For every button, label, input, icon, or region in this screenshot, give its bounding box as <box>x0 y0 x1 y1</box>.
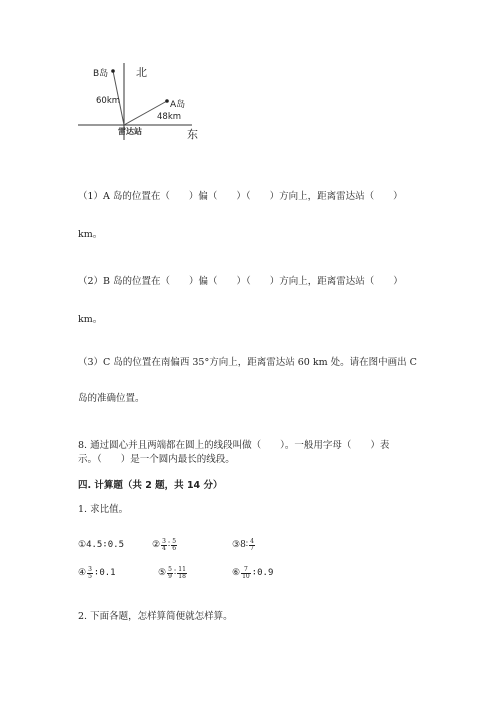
fraction-6a: $\frac{7}{10}$ <box>242 565 250 580</box>
ratio-item-5 <box>158 566 188 580</box>
ratio-text-1: 4.5∶0.5 <box>86 540 125 550</box>
calc-q2-title: 2. 下面各题，怎样算简便就怎样算。 <box>78 611 233 622</box>
ratio-mark-1: ① <box>78 540 87 550</box>
fraction-5b: $\frac{11}{18}$ <box>178 565 186 580</box>
question-c-line-1: （3）C 岛的位置在南偏西 35°方向上，距离雷达站 60 km 处。请在图中画出 C <box>78 357 417 368</box>
fraction-2a: $\frac{3}{4}$ <box>162 537 166 552</box>
question-c-line-2: 岛的准确位置。 <box>78 393 145 404</box>
fraction-4a: $\frac{3}{5}$ <box>88 565 92 580</box>
ratio-mark-2: ② <box>152 540 161 550</box>
ratio-item-4 <box>78 566 116 580</box>
question-b-unit: km。 <box>78 314 103 325</box>
north-label: 北 <box>136 66 147 79</box>
question-8-line-1: 8. 通过圆心并且两端都在圆上的线段叫做（ ）。一般用字母（ ）表 <box>78 440 390 451</box>
question-a-position: （1）A 岛的位置在（ ）偏（ ）（ ）方向上，距离雷达站（ ） <box>78 191 403 202</box>
b-distance-label: 60km <box>96 96 121 106</box>
fraction-5a: $\frac{5}{9}$ <box>168 565 172 580</box>
section-4-title: 四. 计算题（共 2 题，共 14 分） <box>78 480 223 491</box>
question-b-position: （2）B 岛的位置在（ ）偏（ ）（ ）方向上，距离雷达站（ ） <box>78 276 403 287</box>
b-island-point <box>111 69 115 73</box>
a-island-point <box>165 99 169 103</box>
fraction-3b: $\frac{4}{7}$ <box>250 537 254 552</box>
ratio-pre-3: 8∶ <box>240 540 249 550</box>
ratio-item-2 <box>152 538 178 552</box>
a-distance-label: 48km <box>157 112 182 122</box>
ratio-item-6 <box>232 566 273 580</box>
ratio-mark-4: ④ <box>78 568 87 578</box>
ratio-post-4: ∶0.1 <box>93 568 116 578</box>
ratio-sep-2: ∶ <box>167 540 171 550</box>
ratio-sep-5: ∶ <box>173 568 177 578</box>
ratio-item-1 <box>78 538 124 552</box>
ratio-mark-3: ③ <box>232 540 241 550</box>
b-island-label: B岛 <box>93 69 109 79</box>
station-label: 雷达站 <box>118 127 142 136</box>
question-8-line-2: 示。（ ）是一个圆内最长的线段。 <box>78 454 235 465</box>
ratio-post-6: ∶0.9 <box>251 568 274 578</box>
ratio-mark-5: ⑤ <box>158 568 167 578</box>
calc-q1-title: 1. 求比值。 <box>78 504 129 515</box>
ratio-mark-6: ⑥ <box>232 568 241 578</box>
ratio-item-3 <box>232 538 256 552</box>
question-a-unit: km。 <box>78 229 103 240</box>
a-island-label: A岛 <box>170 100 186 110</box>
fraction-2b: $\frac{5}{6}$ <box>172 537 177 552</box>
east-label: 东 <box>187 128 198 141</box>
